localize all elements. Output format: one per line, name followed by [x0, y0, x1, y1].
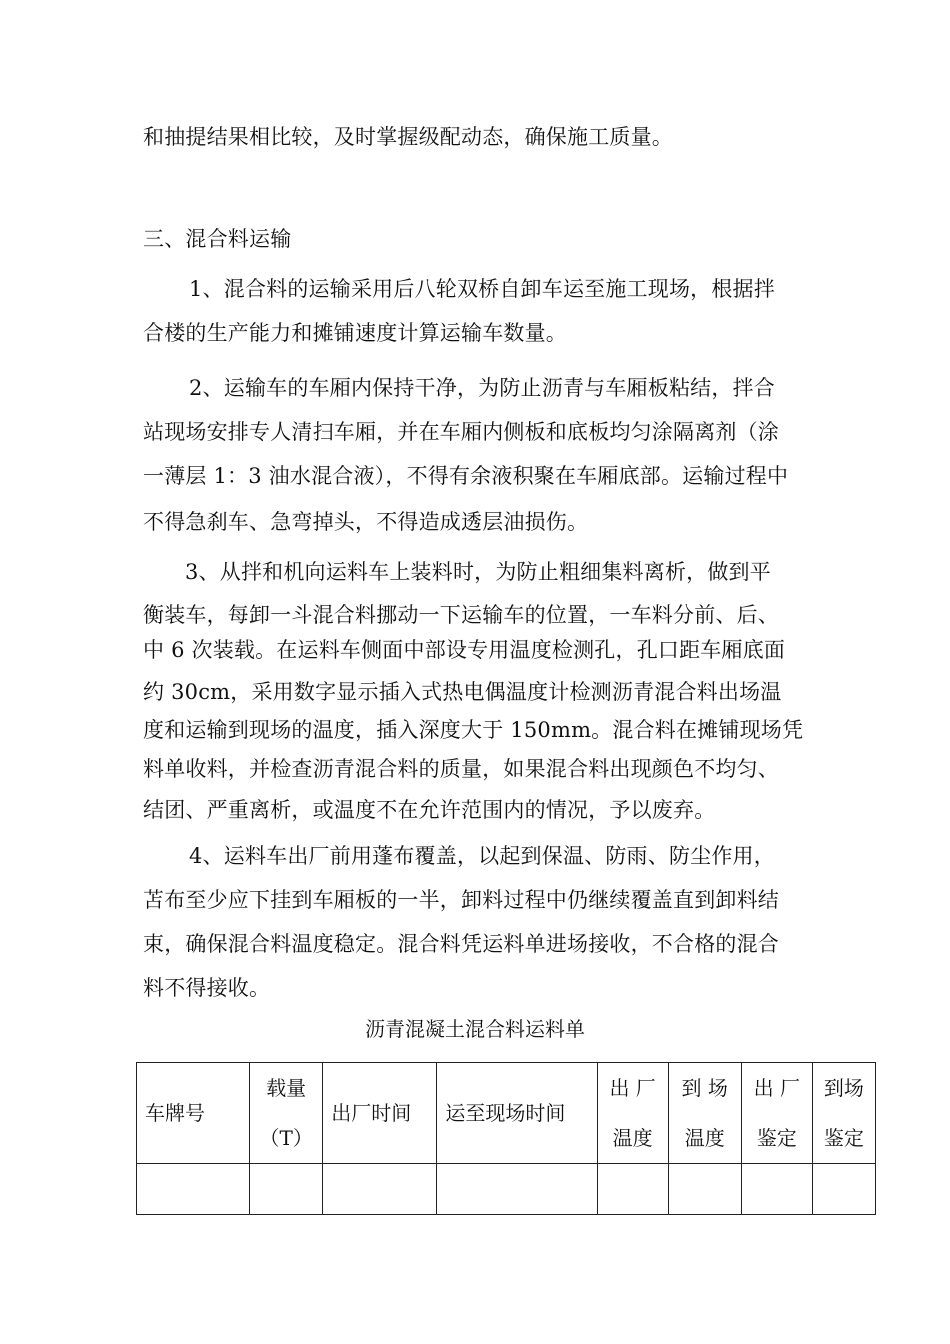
table-cell [437, 1164, 597, 1215]
table-cell [741, 1164, 812, 1215]
paragraph-line: 度和运输到现场的温度，插入深度大于 150mm。混合料在摊铺现场凭 [143, 718, 804, 742]
table-row [137, 1164, 876, 1215]
table-cell [812, 1164, 875, 1215]
header-cell-plate: 车牌号 [137, 1063, 250, 1164]
header-cell-departure-time: 出厂时间 [323, 1063, 437, 1164]
paragraph-line: 站现场安排专人清扫车厢，并在车厢内侧板和底板均匀涂隔离剂（涂 [143, 420, 779, 444]
header-cell-arrival-check: 到场 鉴定 [812, 1063, 875, 1164]
paragraph-line: 不得急刹车、急弯掉头，不得造成透层油损伤。 [143, 510, 589, 534]
table-cell [250, 1164, 323, 1215]
table-cell [137, 1164, 250, 1215]
paragraph-line: 中 6 次装载。在运料车侧面中部设专用温度检测孔，孔口距车厢底面 [143, 638, 786, 662]
paragraph-line: 一薄层 1：3 油水混合液），不得有余液积聚在车厢底部。运输过程中 [143, 464, 789, 488]
paragraph-line: 衡装车，每卸一斗混合料挪动一下运输车的位置，一车料分前、后、 [143, 603, 779, 627]
table-header-row [137, 1063, 876, 1164]
paragraph-line: 束，确保混合料温度稳定。混合料凭运料单进场接收，不合格的混合 [143, 932, 779, 956]
paragraph-line: 料不得接收。 [143, 976, 271, 1000]
header-cell-arrival-time: 运至现场时间 [437, 1063, 597, 1164]
paragraph-line: 3、从拌和机向运料车上装料时，为防止粗细集料离析，做到平 [185, 560, 771, 584]
paragraph-line: 苫布至少应下挂到车厢板的一半，卸料过程中仍继续覆盖直到卸料结 [143, 888, 779, 912]
table-title: 沥青混凝土混合料运料单 [365, 1017, 585, 1041]
header-cell-arrival-temp: 到 场 温度 [668, 1063, 741, 1164]
paragraph-line: 1、混合料的运输采用后八轮双桥自卸车运至施工现场，根据拌 [189, 277, 775, 301]
paragraph-line: 结团、严重离析，或温度不在允许范围内的情况，予以废弃。 [143, 798, 716, 822]
section-heading: 三、混合料运输 [143, 227, 292, 251]
table-cell [668, 1164, 741, 1215]
table-cell [323, 1164, 437, 1215]
table-cell [597, 1164, 668, 1215]
paragraph-line: 2、运输车的车厢内保持干净，为防止沥青与车厢板粘结，拌合 [189, 376, 775, 400]
paragraph-line: 料单收料，并检查沥青混合料的质量，如果混合料出现颜色不均匀、 [143, 757, 779, 781]
paragraph-line: 约 30cm，采用数字显示插入式热电偶温度计检测沥青混合料出场温 [143, 680, 782, 704]
paragraph-line: 和抽提结果相比较，及时掌握级配动态，确保施工质量。 [143, 125, 673, 149]
header-cell-load: 载量 （T） [250, 1063, 323, 1164]
delivery-table [136, 1062, 876, 1215]
header-cell-departure-temp: 出 厂 温度 [597, 1063, 668, 1164]
paragraph-line: 4、运料车出厂前用蓬布覆盖，以起到保温、防雨、防尘作用， [189, 844, 775, 868]
header-cell-departure-check: 出 厂 鉴定 [741, 1063, 812, 1164]
paragraph-line: 合楼的生产能力和摊铺速度计算运输车数量。 [143, 321, 567, 345]
